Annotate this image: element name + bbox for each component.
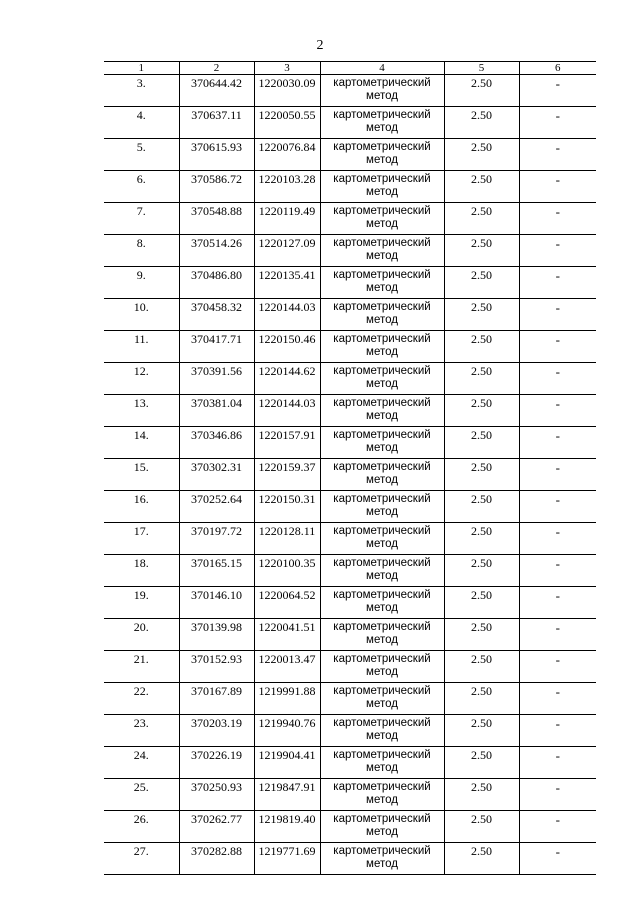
method-line-1: картометрический [333, 333, 431, 345]
point-number-cell: 5. [104, 139, 179, 171]
point-number-cell: 20. [104, 619, 179, 651]
accuracy-cell: 2.50 [444, 75, 519, 107]
accuracy-cell: 2.50 [444, 715, 519, 747]
point-number-cell: 9. [104, 267, 179, 299]
y-coordinate-cell: 1220128.11 [254, 523, 320, 555]
note-cell: - [519, 811, 596, 843]
x-coordinate-cell: 370486.80 [179, 267, 254, 299]
method-line-1: картометрический [333, 429, 431, 441]
x-coordinate-cell: 370381.04 [179, 395, 254, 427]
method-line-1: картометрический [333, 205, 431, 217]
y-coordinate-cell: 1219771.69 [254, 843, 320, 875]
accuracy-cell: 2.50 [444, 619, 519, 651]
method-line-1: картометрический [333, 781, 431, 793]
accuracy-cell: 2.50 [444, 171, 519, 203]
method-line-1: картометрический [333, 301, 431, 313]
method-line-1: картометрический [333, 653, 431, 665]
table-row [104, 811, 596, 843]
x-coordinate-cell: 370391.56 [179, 363, 254, 395]
accuracy-cell: 2.50 [444, 651, 519, 683]
y-coordinate-cell: 1220157.91 [254, 427, 320, 459]
method-line-1: картометрический [333, 493, 431, 505]
point-number-cell: 15. [104, 459, 179, 491]
method-line-2: метод [366, 218, 398, 230]
accuracy-cell: 2.50 [444, 363, 519, 395]
method-line-2: метод [366, 634, 398, 646]
method-cell [320, 651, 444, 683]
accuracy-cell: 2.50 [444, 203, 519, 235]
method-line-2: метод [366, 282, 398, 294]
method-cell [320, 587, 444, 619]
y-coordinate-cell: 1220144.03 [254, 299, 320, 331]
method-line-1: картометрический [333, 557, 431, 569]
method-cell [320, 171, 444, 203]
method-line-1: картометрический [333, 589, 431, 601]
method-line-2: метод [366, 826, 398, 838]
method-cell [320, 331, 444, 363]
accuracy-cell: 2.50 [444, 811, 519, 843]
method-line-2: метод [366, 602, 398, 614]
y-coordinate-cell: 1220150.46 [254, 331, 320, 363]
note-cell: - [519, 491, 596, 523]
method-line-1: картометрический [333, 365, 431, 377]
accuracy-cell: 2.50 [444, 139, 519, 171]
note-cell: - [519, 587, 596, 619]
note-cell: - [519, 523, 596, 555]
note-cell: - [519, 139, 596, 171]
y-coordinate-cell: 1220050.55 [254, 107, 320, 139]
note-cell: - [519, 267, 596, 299]
method-cell [320, 107, 444, 139]
method-line-2: метод [366, 410, 398, 422]
table-row [104, 459, 596, 491]
coordinates-table [104, 61, 596, 875]
method-cell [320, 683, 444, 715]
note-cell: - [519, 651, 596, 683]
note-cell: - [519, 459, 596, 491]
header-col-4: 4 [320, 62, 444, 75]
point-number-cell: 21. [104, 651, 179, 683]
table-row [104, 491, 596, 523]
method-cell [320, 363, 444, 395]
note-cell: - [519, 171, 596, 203]
x-coordinate-cell: 370586.72 [179, 171, 254, 203]
y-coordinate-cell: 1220135.41 [254, 267, 320, 299]
method-line-1: картометрический [333, 109, 431, 121]
y-coordinate-cell: 1220144.62 [254, 363, 320, 395]
point-number-cell: 7. [104, 203, 179, 235]
point-number-cell: 8. [104, 235, 179, 267]
point-number-cell: 19. [104, 587, 179, 619]
accuracy-cell: 2.50 [444, 843, 519, 875]
point-number-cell: 16. [104, 491, 179, 523]
accuracy-cell: 2.50 [444, 459, 519, 491]
method-line-1: картометрический [333, 173, 431, 185]
method-line-2: метод [366, 474, 398, 486]
method-line-2: метод [366, 666, 398, 678]
note-cell: - [519, 331, 596, 363]
point-number-cell: 26. [104, 811, 179, 843]
method-line-2: метод [366, 346, 398, 358]
x-coordinate-cell: 370262.77 [179, 811, 254, 843]
accuracy-cell: 2.50 [444, 523, 519, 555]
y-coordinate-cell: 1219991.88 [254, 683, 320, 715]
method-line-1: картометрический [333, 77, 431, 89]
method-line-2: метод [366, 698, 398, 710]
x-coordinate-cell: 370165.15 [179, 555, 254, 587]
point-number-cell: 13. [104, 395, 179, 427]
table-row [104, 203, 596, 235]
x-coordinate-cell: 370514.26 [179, 235, 254, 267]
table-row [104, 683, 596, 715]
point-number-cell: 10. [104, 299, 179, 331]
y-coordinate-cell: 1220103.28 [254, 171, 320, 203]
method-line-1: картометрический [333, 813, 431, 825]
x-coordinate-cell: 370302.31 [179, 459, 254, 491]
y-coordinate-cell: 1220150.31 [254, 491, 320, 523]
point-number-cell: 4. [104, 107, 179, 139]
method-line-1: картометрический [333, 685, 431, 697]
x-coordinate-cell: 370146.10 [179, 587, 254, 619]
note-cell: - [519, 363, 596, 395]
x-coordinate-cell: 370615.93 [179, 139, 254, 171]
point-number-cell: 25. [104, 779, 179, 811]
method-cell [320, 843, 444, 875]
x-coordinate-cell: 370548.88 [179, 203, 254, 235]
method-line-2: метод [366, 730, 398, 742]
accuracy-cell: 2.50 [444, 107, 519, 139]
page-number: 2 [316, 38, 324, 53]
method-line-2: метод [366, 858, 398, 870]
x-coordinate-cell: 370644.42 [179, 75, 254, 107]
method-line-2: метод [366, 506, 398, 518]
accuracy-cell: 2.50 [444, 587, 519, 619]
x-coordinate-cell: 370203.19 [179, 715, 254, 747]
header-col-5: 5 [444, 62, 519, 75]
method-cell [320, 555, 444, 587]
table-row [104, 651, 596, 683]
method-cell [320, 747, 444, 779]
note-cell: - [519, 843, 596, 875]
method-line-2: метод [366, 378, 398, 390]
method-cell [320, 235, 444, 267]
method-line-2: метод [366, 90, 398, 102]
method-cell [320, 523, 444, 555]
point-number-cell: 23. [104, 715, 179, 747]
method-cell [320, 715, 444, 747]
accuracy-cell: 2.50 [444, 683, 519, 715]
header-col-6: 6 [519, 62, 596, 75]
point-number-cell: 24. [104, 747, 179, 779]
method-cell [320, 203, 444, 235]
point-number-cell: 18. [104, 555, 179, 587]
note-cell: - [519, 427, 596, 459]
accuracy-cell: 2.50 [444, 427, 519, 459]
y-coordinate-cell: 1220030.09 [254, 75, 320, 107]
accuracy-cell: 2.50 [444, 331, 519, 363]
method-line-2: метод [366, 186, 398, 198]
point-number-cell: 12. [104, 363, 179, 395]
method-line-1: картометрический [333, 845, 431, 857]
point-number-cell: 17. [104, 523, 179, 555]
method-line-2: метод [366, 570, 398, 582]
y-coordinate-cell: 1220013.47 [254, 651, 320, 683]
table-row [104, 523, 596, 555]
header-col-3: 3 [254, 62, 320, 75]
table-row [104, 715, 596, 747]
method-cell [320, 139, 444, 171]
method-line-1: картометрический [333, 141, 431, 153]
table-row [104, 587, 596, 619]
y-coordinate-cell: 1220041.51 [254, 619, 320, 651]
y-coordinate-cell: 1219904.41 [254, 747, 320, 779]
method-line-1: картометрический [333, 237, 431, 249]
method-cell [320, 267, 444, 299]
y-coordinate-cell: 1219940.76 [254, 715, 320, 747]
x-coordinate-cell: 370637.11 [179, 107, 254, 139]
table-row [104, 363, 596, 395]
note-cell: - [519, 235, 596, 267]
point-number-cell: 22. [104, 683, 179, 715]
accuracy-cell: 2.50 [444, 299, 519, 331]
y-coordinate-cell: 1219847.91 [254, 779, 320, 811]
method-cell [320, 395, 444, 427]
note-cell: - [519, 299, 596, 331]
accuracy-cell: 2.50 [444, 267, 519, 299]
method-cell [320, 427, 444, 459]
accuracy-cell: 2.50 [444, 747, 519, 779]
table-row [104, 171, 596, 203]
accuracy-cell: 2.50 [444, 779, 519, 811]
note-cell: - [519, 203, 596, 235]
note-cell: - [519, 107, 596, 139]
table-row [104, 139, 596, 171]
y-coordinate-cell: 1220064.52 [254, 587, 320, 619]
note-cell: - [519, 555, 596, 587]
table-row [104, 75, 596, 107]
y-coordinate-cell: 1220144.03 [254, 395, 320, 427]
table-row [104, 395, 596, 427]
accuracy-cell: 2.50 [444, 395, 519, 427]
note-cell: - [519, 75, 596, 107]
method-line-2: метод [366, 538, 398, 550]
method-cell [320, 299, 444, 331]
method-line-2: метод [366, 794, 398, 806]
x-coordinate-cell: 370252.64 [179, 491, 254, 523]
table-row [104, 331, 596, 363]
x-coordinate-cell: 370250.93 [179, 779, 254, 811]
y-coordinate-cell: 1220127.09 [254, 235, 320, 267]
table-row [104, 107, 596, 139]
table-row [104, 747, 596, 779]
method-line-2: метод [366, 442, 398, 454]
x-coordinate-cell: 370139.98 [179, 619, 254, 651]
method-line-1: картометрический [333, 749, 431, 761]
method-cell [320, 811, 444, 843]
point-number-cell: 27. [104, 843, 179, 875]
method-line-2: метод [366, 122, 398, 134]
method-line-1: картометрический [333, 525, 431, 537]
note-cell: - [519, 395, 596, 427]
table-row [104, 555, 596, 587]
table-row [104, 299, 596, 331]
method-cell [320, 459, 444, 491]
method-line-2: метод [366, 762, 398, 774]
note-cell: - [519, 747, 596, 779]
x-coordinate-cell: 370282.88 [179, 843, 254, 875]
point-number-cell: 3. [104, 75, 179, 107]
x-coordinate-cell: 370458.32 [179, 299, 254, 331]
y-coordinate-cell: 1219819.40 [254, 811, 320, 843]
method-line-2: метод [366, 314, 398, 326]
method-cell [320, 75, 444, 107]
point-number-cell: 6. [104, 171, 179, 203]
x-coordinate-cell: 370167.89 [179, 683, 254, 715]
note-cell: - [519, 779, 596, 811]
method-line-2: метод [366, 250, 398, 262]
x-coordinate-cell: 370417.71 [179, 331, 254, 363]
method-cell [320, 619, 444, 651]
y-coordinate-cell: 1220076.84 [254, 139, 320, 171]
x-coordinate-cell: 370226.19 [179, 747, 254, 779]
method-line-1: картометрический [333, 461, 431, 473]
x-coordinate-cell: 370152.93 [179, 651, 254, 683]
y-coordinate-cell: 1220159.37 [254, 459, 320, 491]
y-coordinate-cell: 1220100.35 [254, 555, 320, 587]
method-line-1: картометрический [333, 397, 431, 409]
table-row [104, 427, 596, 459]
table-row [104, 843, 596, 875]
method-cell [320, 491, 444, 523]
table-row [104, 235, 596, 267]
method-line-2: метод [366, 154, 398, 166]
header-col-1: 1 [104, 62, 179, 75]
note-cell: - [519, 715, 596, 747]
table-header-row [104, 62, 596, 75]
method-line-1: картометрический [333, 269, 431, 281]
accuracy-cell: 2.50 [444, 555, 519, 587]
accuracy-cell: 2.50 [444, 235, 519, 267]
note-cell: - [519, 683, 596, 715]
accuracy-cell: 2.50 [444, 491, 519, 523]
note-cell: - [519, 619, 596, 651]
x-coordinate-cell: 370346.86 [179, 427, 254, 459]
table-row [104, 267, 596, 299]
table-row [104, 779, 596, 811]
method-line-1: картометрический [333, 621, 431, 633]
method-line-1: картометрический [333, 717, 431, 729]
point-number-cell: 11. [104, 331, 179, 363]
method-cell [320, 779, 444, 811]
header-col-2: 2 [179, 62, 254, 75]
x-coordinate-cell: 370197.72 [179, 523, 254, 555]
point-number-cell: 14. [104, 427, 179, 459]
table-row [104, 619, 596, 651]
y-coordinate-cell: 1220119.49 [254, 203, 320, 235]
